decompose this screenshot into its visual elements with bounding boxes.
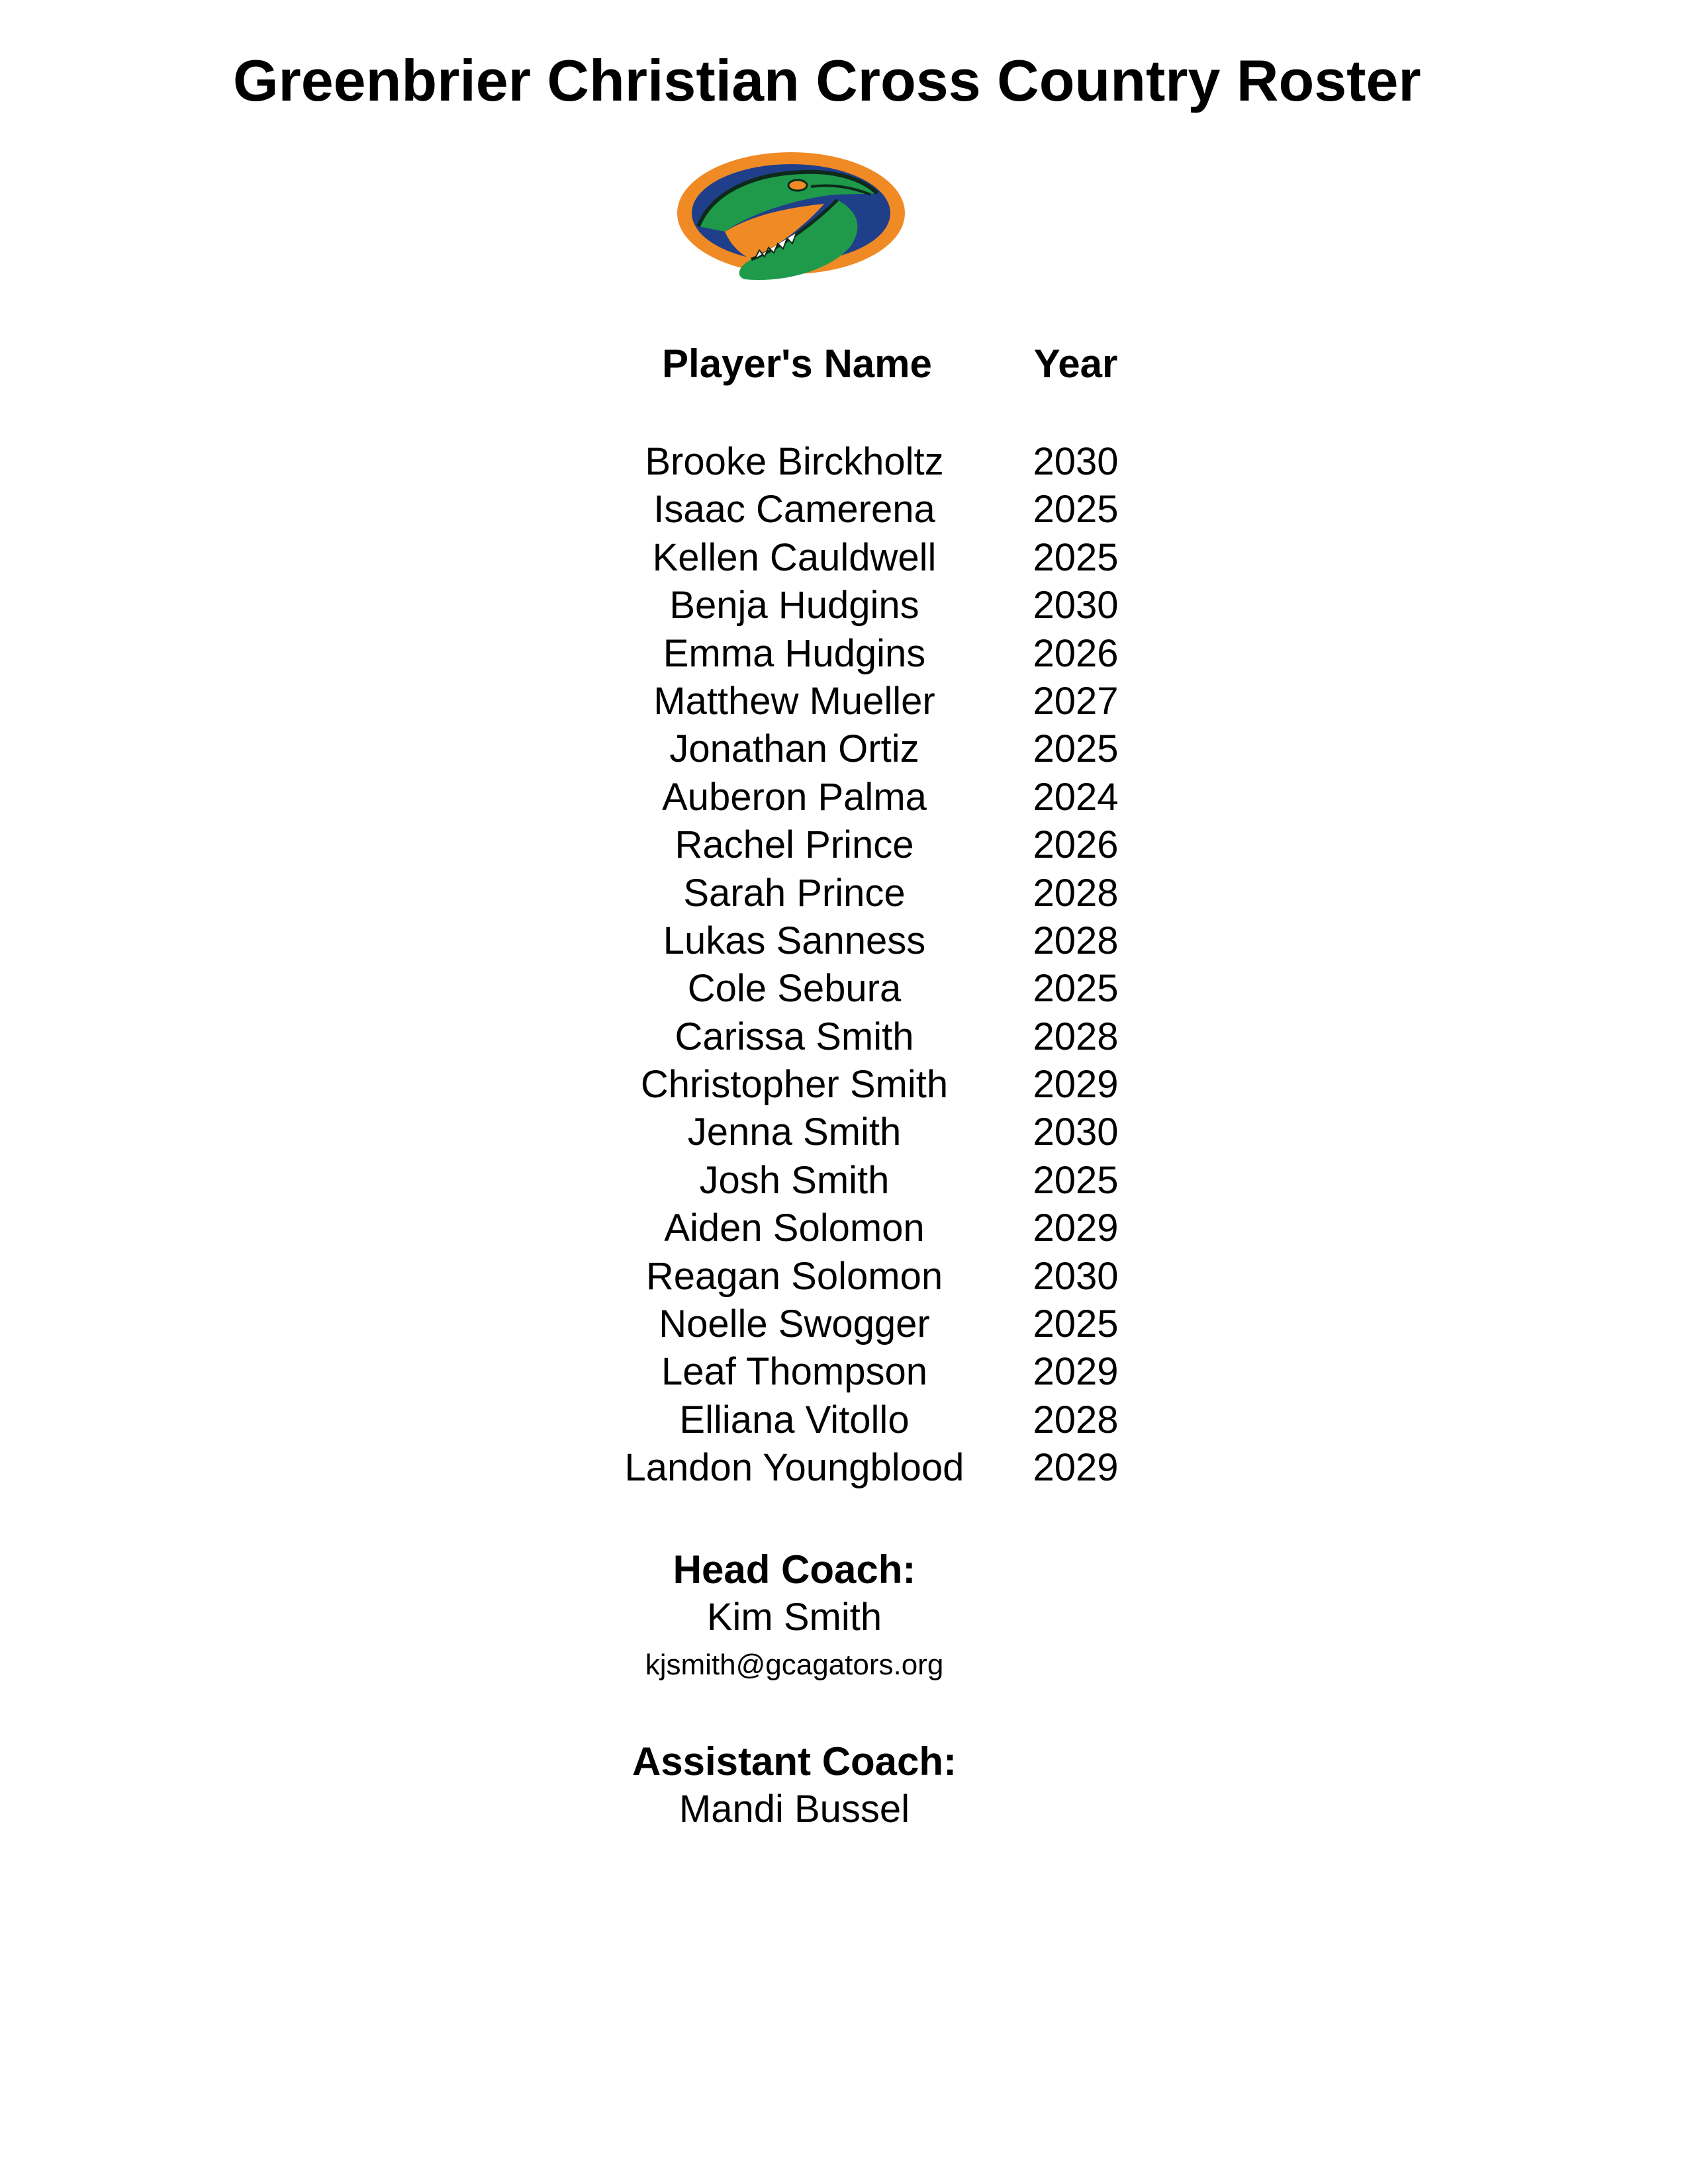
head-coach-email: kjsmith@gcagators.org [645, 1649, 944, 1681]
player-name: Rachel Prince [675, 823, 914, 867]
player-year: 2029 [1033, 1446, 1119, 1490]
player-year: 2025 [1033, 488, 1119, 531]
table-row [596, 1396, 1192, 1444]
table-row [596, 1157, 1192, 1205]
table-row [596, 1061, 1192, 1109]
table-row [596, 534, 1192, 582]
player-name: Kellen Cauldwell [652, 535, 937, 579]
player-name: Emma Hudgins [663, 631, 926, 675]
player-name: Jonathan Ortiz [669, 727, 919, 771]
table-row [596, 870, 1192, 917]
player-year: 2027 [1033, 679, 1119, 723]
player-year: 2029 [1033, 1206, 1119, 1250]
column-header-name: Player's Name [662, 341, 932, 386]
player-name: Jenna Smith [687, 1111, 902, 1154]
player-name: Reagan Solomon [645, 1254, 943, 1298]
player-name: Carissa Smith [675, 1015, 914, 1058]
player-name: Elliana Vitollo [679, 1398, 910, 1441]
assistant-coach-name: Mandi Bussel [679, 1788, 910, 1831]
table-row [596, 821, 1192, 869]
page-title: Greenbrier Christian Cross Country Roster [233, 48, 1421, 113]
player-year: 2028 [1033, 919, 1119, 962]
table-row [596, 678, 1192, 725]
table-row [596, 1253, 1192, 1300]
player-name: Matthew Mueller [653, 679, 935, 723]
player-name: Christopher Smith [640, 1063, 949, 1107]
head-coach-name: Kim Smith [706, 1596, 882, 1639]
table-row [596, 917, 1192, 965]
gator-logo-icon [672, 147, 910, 293]
table-row [596, 1444, 1192, 1492]
table-row [596, 965, 1192, 1013]
player-year: 2025 [1033, 1302, 1119, 1346]
player-year: 2030 [1033, 584, 1119, 627]
player-name: Cole Sebura [687, 967, 902, 1011]
player-year: 2028 [1033, 1015, 1119, 1058]
assistant-coach-section [596, 1738, 993, 1833]
player-year: 2026 [1033, 631, 1119, 675]
player-year: 2026 [1033, 823, 1119, 867]
table-row [596, 725, 1192, 773]
player-year: 2025 [1033, 535, 1119, 579]
player-year: 2025 [1033, 967, 1119, 1011]
player-year: 2029 [1033, 1063, 1119, 1107]
table-row [596, 1300, 1192, 1348]
player-name: Lukas Sanness [663, 919, 926, 962]
player-name: Landon Youngblood [624, 1446, 964, 1490]
player-name: Benja Hudgins [669, 584, 919, 627]
assistant-coach-label: Assistant Coach: [632, 1739, 957, 1784]
player-year: 2028 [1033, 1398, 1119, 1441]
player-year: 2028 [1033, 871, 1119, 915]
roster-table [596, 438, 1192, 1492]
player-year: 2025 [1033, 1158, 1119, 1202]
player-name: Noelle Swogger [659, 1302, 930, 1346]
table-row [596, 1013, 1192, 1061]
table-row [596, 486, 1192, 533]
player-name: Isaac Camerena [653, 488, 935, 531]
table-row [596, 582, 1192, 629]
head-coach-label: Head Coach: [673, 1547, 916, 1592]
column-header-year: Year [1033, 341, 1118, 386]
player-year: 2030 [1033, 440, 1119, 483]
player-year: 2030 [1033, 1254, 1119, 1298]
head-coach-section [596, 1546, 993, 1689]
player-name: Josh Smith [699, 1158, 890, 1202]
table-row [596, 1348, 1192, 1396]
player-name: Auberon Palma [662, 775, 927, 819]
player-name: Aiden Solomon [664, 1206, 925, 1250]
player-year: 2025 [1033, 727, 1119, 771]
table-row [596, 774, 1192, 821]
player-name: Sarah Prince [683, 871, 906, 915]
player-year: 2030 [1033, 1111, 1119, 1154]
table-row [596, 1205, 1192, 1252]
table-row [596, 630, 1192, 678]
table-row [596, 438, 1192, 486]
player-year: 2029 [1033, 1350, 1119, 1394]
player-year: 2024 [1033, 775, 1119, 819]
player-name: Brooke Birckholtz [645, 440, 944, 483]
player-name: Leaf Thompson [661, 1350, 927, 1394]
table-row [596, 1109, 1192, 1156]
